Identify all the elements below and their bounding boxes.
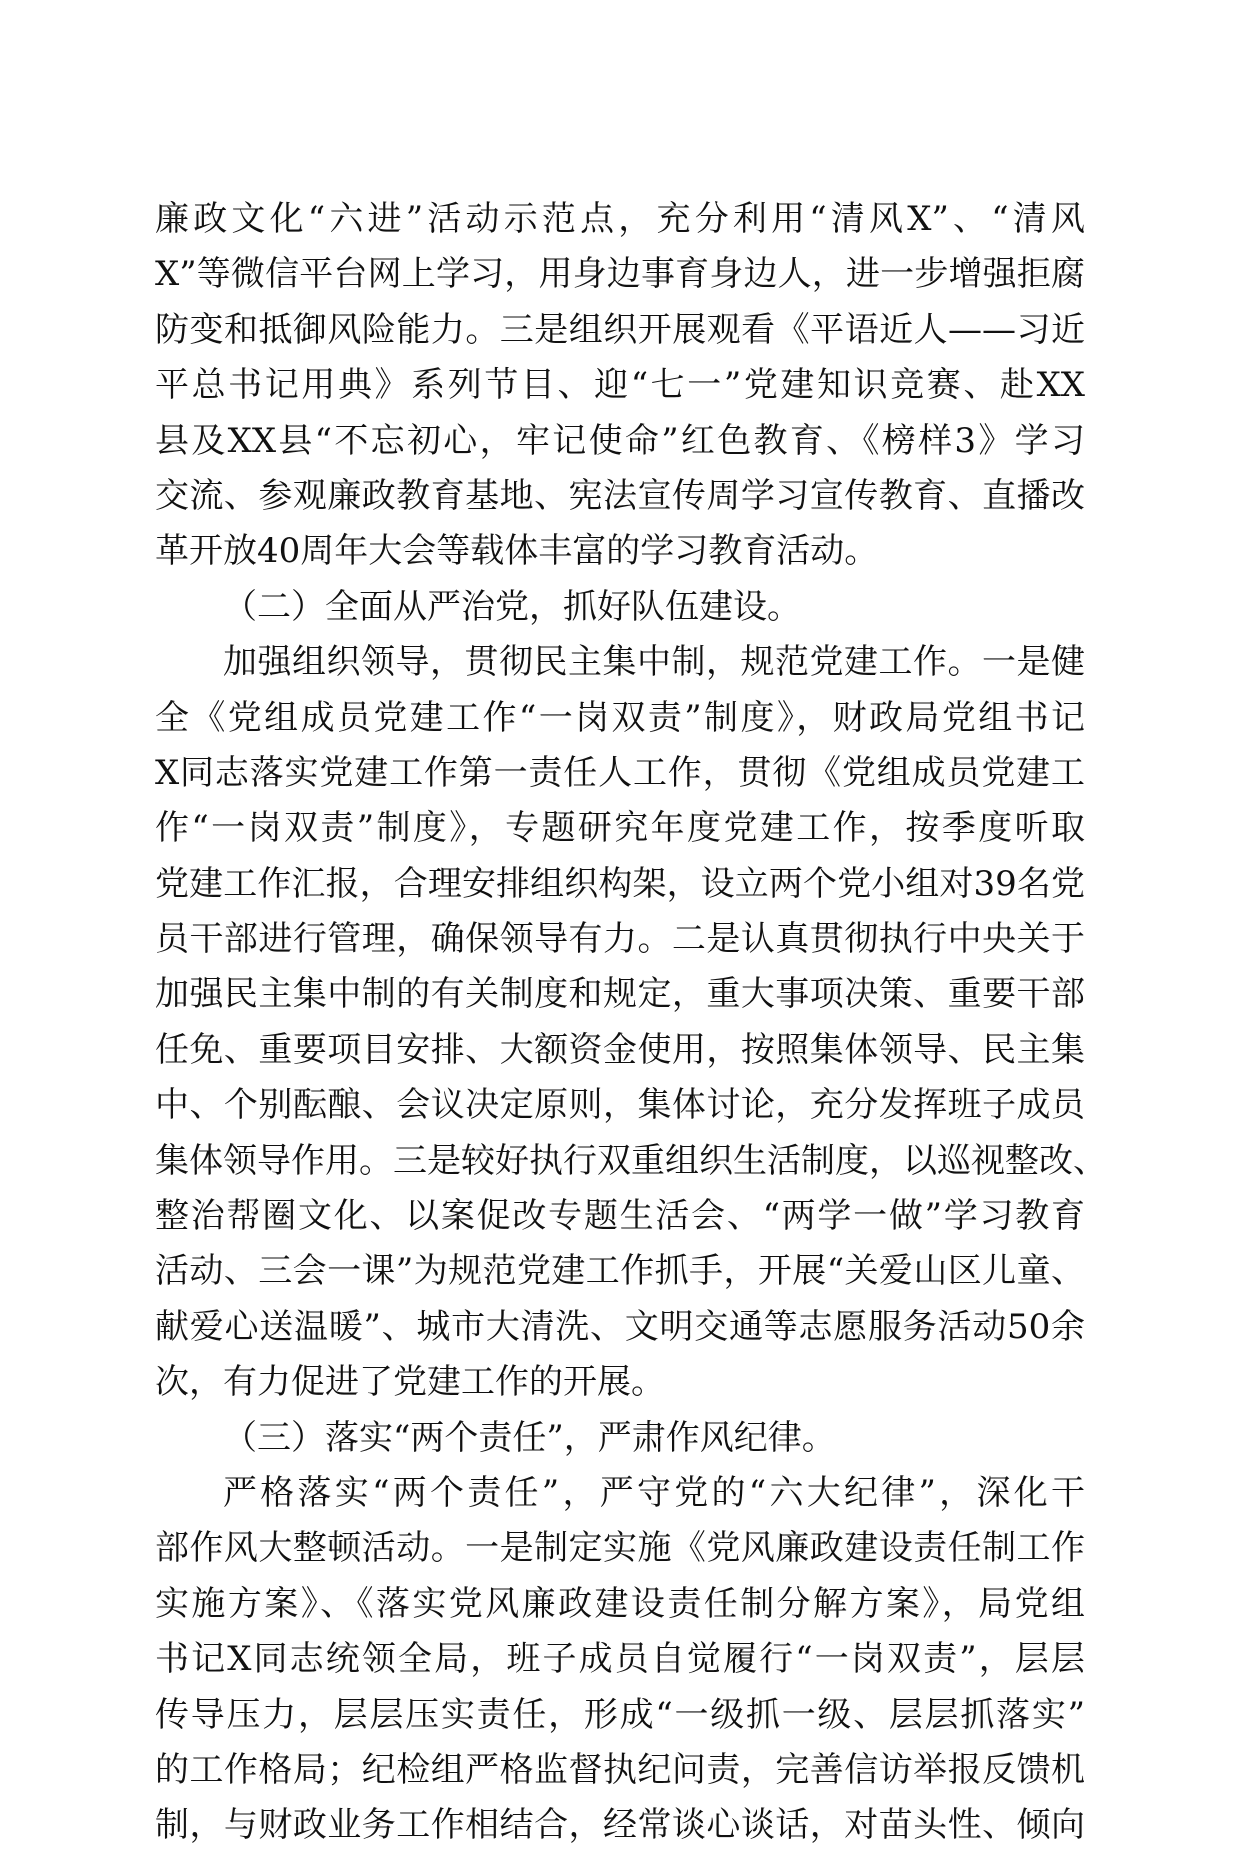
text-line: 中、个别酝酿、会议决定原则，集体讨论，充分发挥班子成员: [155, 1085, 1085, 1126]
section-heading-2: （二）全面从严治党，抓好队伍建设。: [223, 586, 801, 627]
text-line: X”等微信平台网上学习，用身边事育身边人，进一步增强拒腐: [155, 254, 1085, 295]
text-line: 集体领导作用。三是较好执行双重组织生活制度，以巡视整改、: [155, 1140, 1107, 1181]
document-page: [155, 192, 1107, 1854]
text-line: 加强组织领导，贯彻民主集中制，规范党建工作。一是健: [223, 642, 1085, 683]
text-line: 廉政文化“六进”活动示范点，充分利用“清风X”、“清风: [155, 199, 1085, 239]
text-line: 的工作格局；纪检组严格监督执纪问责，完善信访举报反馈机: [155, 1749, 1085, 1790]
text-line: 严格落实“两个责任”，严守党的“六大纪律”，深化干: [223, 1472, 1085, 1513]
text-line: 献爱心送温暖”、城市大清洗、文明交通等志愿服务活动50余: [155, 1306, 1085, 1347]
text-line: 县及XX县“不忘初心，牢记使命”红色教育、《榜样3》学习: [155, 420, 1085, 461]
text-line: 交流、参观廉政教育基地、宪法宣传周学习宣传教育、直播改: [155, 475, 1085, 516]
text-line: 书记X同志统领全局，班子成员自觉履行“一岗双责”，层层: [155, 1639, 1085, 1680]
text-line: 任免、重要项目安排、大额资金使用，按照集体领导、民主集: [155, 1029, 1085, 1070]
section-heading-3: （三）落实“两个责任”，严肃作风纪律。: [223, 1417, 836, 1458]
paragraph-discipline: [155, 1466, 1085, 1854]
text-line: 次，有力促进了党建工作的开展。: [155, 1362, 665, 1403]
text-line: 实施方案》、《落实党风廉政建设责任制分解方案》，局党组: [155, 1583, 1085, 1624]
text-line: 加强民主集中制的有关制度和规定，重大事项决策、重要干部: [155, 974, 1085, 1015]
text-line: 整治帮圈文化、以案促改专题生活会、“两学一做”学习教育: [155, 1196, 1085, 1237]
text-line: 防变和抵御风险能力。三是组织开展观看《平语近人——习近: [155, 309, 1085, 350]
text-line: 部作风大整顿活动。一是制定实施《党风廉政建设责任制工作: [155, 1528, 1085, 1569]
paragraph-party-building: [155, 635, 1107, 1410]
text-line: 平总书记用典》系列节目、迎“七一”党建知识竞赛、赴XX: [155, 365, 1085, 406]
text-line: 制，与财政业务工作相结合，经常谈心谈话，对苗头性、倾向: [155, 1805, 1085, 1846]
text-line: X同志落实党建工作第一责任人工作，贯彻《党组成员党建工: [155, 752, 1085, 793]
text-line: 全《党组成员党建工作“一岗双责”制度》，财政局党组书记: [155, 697, 1085, 738]
text-line: 活动、三会一课”为规范党建工作抓手，开展“关爱山区儿童、: [155, 1251, 1085, 1292]
text-line: 员干部进行管理，确保领导有力。二是认真贯彻执行中央关于: [155, 919, 1085, 960]
text-line: 作“一岗双责”制度》，专题研究年度党建工作，按季度听取: [155, 808, 1085, 849]
paragraph-continuation: [155, 192, 1085, 580]
text-line: 传导压力，层层压实责任，形成“一级抓一级、层层抓落实”: [155, 1694, 1085, 1735]
text-line: 革开放40周年大会等载体丰富的学习教育活动。: [155, 531, 879, 572]
text-line: 党建工作汇报，合理安排组织构架，设立两个党小组对39名党: [155, 863, 1085, 904]
